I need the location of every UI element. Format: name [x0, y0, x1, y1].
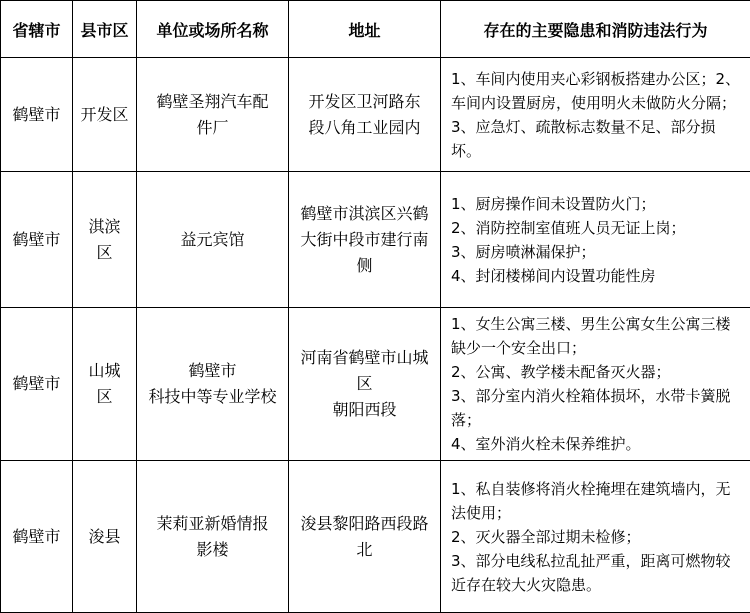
cell-issues — [441, 461, 750, 613]
cell-district: 淇滨区 — [73, 172, 137, 308]
cell-address — [289, 308, 441, 461]
issue-line: 1、私自装修将消火栓掩埋在建筑墙内，无法使用； — [451, 477, 744, 525]
header-issues: 存在的主要隐患和消防违法行为 — [441, 1, 750, 58]
issue-line: 3、部分电线私拉乱扯严重，距离可燃物较近存在较大火灾隐患。 — [451, 549, 744, 597]
unit-name-line: 鹤壁市 — [141, 358, 284, 384]
issue-line: 2、消防控制室值班人员无证上岗； — [451, 216, 744, 240]
issue-line: 1、女生公寓三楼、男生公寓女生公寓三楼缺少一个安全出口； — [451, 312, 744, 360]
table-row — [1, 172, 750, 308]
issue-line: 2、公寓、教学楼未配备灭火器； — [451, 360, 744, 384]
cell-city: 鹤壁市 — [1, 172, 73, 308]
cell-address: 浚县黎阳路西段路北 — [289, 461, 441, 613]
issue-line: 3、部分室内消火栓箱体损坏，水带卡簧脱落； — [451, 384, 744, 432]
issue-line: 2、灭火器全部过期未检修； — [451, 525, 744, 549]
header-city: 省辖市 — [1, 1, 73, 58]
cell-unit-name: 益元宾馆 — [137, 172, 289, 308]
header-unit-name: 单位或场所名称 — [137, 1, 289, 58]
cell-district: 山城区 — [73, 308, 137, 461]
cell-city: 鹤壁市 — [1, 308, 73, 461]
table-row — [1, 58, 750, 172]
cell-unit-name: 茉莉亚新婚情报影楼 — [137, 461, 289, 613]
cell-address: 鹤壁市淇滨区兴鹤大街中段市建行南侧 — [289, 172, 441, 308]
address-line: 河南省鹤壁市山城区 — [293, 345, 436, 397]
address-line: 朝阳西段 — [293, 397, 436, 423]
issue-line: 1、车间内使用夹心彩钢板搭建办公区；2、车间内设置厨房，使用明火未做防火分隔；3、应急灯、疏散标志数量不足、部分损坏。 — [451, 67, 744, 163]
cell-issues — [441, 308, 750, 461]
cell-city: 鹤壁市 — [1, 58, 73, 172]
issue-line: 4、封闭楼梯间内设置功能性房 — [451, 264, 744, 288]
cell-issues — [441, 58, 750, 172]
table-row — [1, 461, 750, 613]
cell-city: 鹤壁市 — [1, 461, 73, 613]
cell-unit-name: 鹤壁圣翔汽车配件厂 — [137, 58, 289, 172]
cell-unit-name — [137, 308, 289, 461]
header-address: 地址 — [289, 1, 441, 58]
cell-district: 开发区 — [73, 58, 137, 172]
cell-address: 开发区卫河路东段八角工业园内 — [289, 58, 441, 172]
cell-issues — [441, 172, 750, 308]
issue-line: 3、厨房喷淋漏保护； — [451, 240, 744, 264]
issue-line: 1、厨房操作间未设置防火门； — [451, 192, 744, 216]
unit-name-line: 科技中等专业学校 — [141, 384, 284, 410]
table-header-row — [1, 1, 750, 58]
issue-line: 4、室外消火栓未保养维护。 — [451, 432, 744, 456]
cell-district: 浚县 — [73, 461, 137, 613]
header-district: 县市区 — [73, 1, 137, 58]
table-row — [1, 308, 750, 461]
